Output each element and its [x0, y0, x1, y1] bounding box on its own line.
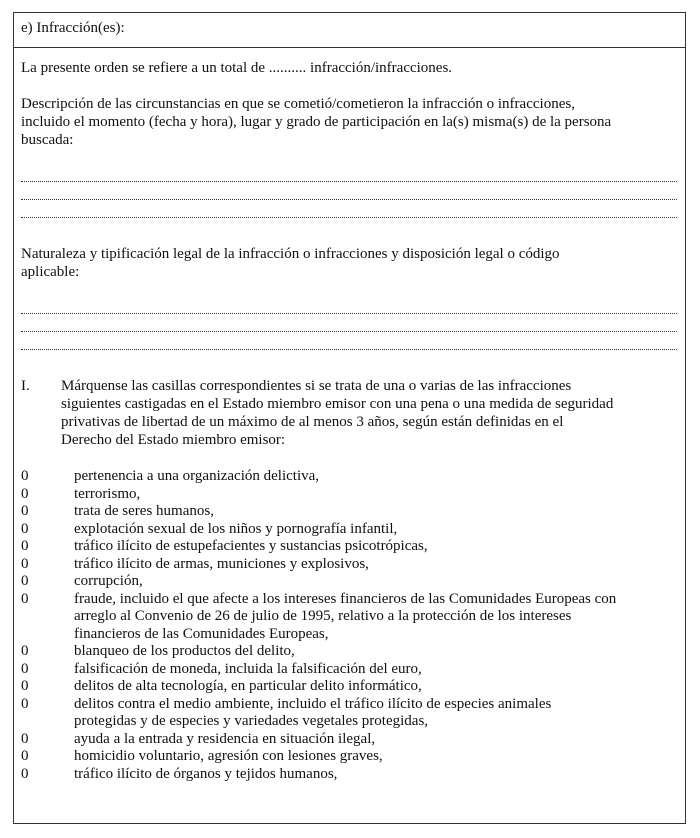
- offence-label: tráfico ilícito de armas, municiones y explosivos,: [74, 555, 369, 572]
- offence-label: fraude, incluido el que afecte a los intereses financieros de las Comunidades Europeas con: [74, 590, 617, 607]
- offence-item: [14, 643, 685, 661]
- description-fill-line[interactable]: [21, 199, 677, 200]
- offence-checkbox[interactable]: 0: [21, 765, 29, 782]
- offence-checkbox[interactable]: 0: [21, 485, 29, 502]
- offence-label: terrorismo,: [74, 485, 141, 502]
- offence-checkbox[interactable]: 0: [21, 503, 29, 519]
- point-number: I.: [21, 378, 30, 394]
- point-text-line-3: privativas de libertad de un máximo de al menos 3 años, según están definidas en el: [61, 414, 564, 430]
- offence-checkbox[interactable]: 0: [21, 678, 29, 694]
- offence-label: homicidio voluntario, agresión con lesiones graves,: [74, 748, 383, 764]
- offence-checkbox[interactable]: 0: [21, 520, 29, 537]
- offence-label: tráfico ilícito de estupefacientes y sustancias psicotrópicas,: [74, 538, 428, 554]
- offence-label: corrupción,: [74, 573, 143, 589]
- nature-label-line-1: Naturaleza y tipificación legal de la infracción o infracciones y disposición legal o código: [21, 246, 560, 262]
- offence-label: financieros de las Comunidades Europeas,: [74, 625, 329, 642]
- point-text-line-4: Derecho del Estado miembro emisor:: [61, 432, 286, 448]
- offence-item: [14, 486, 685, 504]
- offence-label: blanqueo de los productos del delito,: [74, 643, 295, 659]
- description-fill-line[interactable]: [21, 181, 677, 182]
- nature-fill-line[interactable]: [21, 349, 677, 350]
- offence-item: [14, 661, 685, 679]
- offence-checkbox[interactable]: 0: [21, 590, 29, 607]
- offence-checkbox[interactable]: 0: [21, 555, 29, 572]
- offence-item: [14, 521, 685, 539]
- offence-item: [14, 696, 685, 731]
- offence-checkbox[interactable]: 0: [21, 748, 29, 764]
- offence-label: protegidas y de especies y variedades vegetales protegidas,: [74, 713, 429, 729]
- offence-item: [14, 678, 685, 696]
- offence-item: [14, 538, 685, 556]
- offence-item: [14, 468, 685, 486]
- offence-item: [14, 573, 685, 591]
- offence-label: tráfico ilícito de órganos y tejidos humanos,: [74, 765, 338, 782]
- offence-checkbox[interactable]: 0: [21, 573, 29, 589]
- offence-checkbox[interactable]: 0: [21, 695, 29, 712]
- total-offences-line: La presente orden se refiere a un total de .......... infracción/infracciones.: [21, 60, 453, 76]
- offence-label: delitos contra el medio ambiente, incluido el tráfico ilícito de especies animales: [74, 695, 552, 712]
- section-heading: e) Infracción(es):: [21, 20, 125, 36]
- offence-checkbox[interactable]: 0: [21, 538, 29, 554]
- description-fill-line[interactable]: [21, 217, 677, 218]
- description-label-line-2: incluido el momento (fecha y hora), lugar y grado de participación en la(s) misma(s) de la persona: [21, 114, 612, 130]
- nature-label-line-2: aplicable:: [21, 264, 80, 280]
- offence-item: [14, 556, 685, 574]
- offence-label: ayuda a la entrada y residencia en situación ilegal,: [74, 730, 376, 747]
- offence-label: explotación sexual de los niños y pornografía infantil,: [74, 520, 398, 537]
- offence-checkbox[interactable]: 0: [21, 468, 29, 484]
- offence-label: trata de seres humanos,: [74, 503, 214, 519]
- section-header: [14, 13, 685, 48]
- offence-label: pertenencia a una organización delictiva,: [74, 468, 320, 484]
- offence-checkbox[interactable]: 0: [21, 730, 29, 747]
- offence-item: [14, 591, 685, 644]
- offence-checkbox[interactable]: 0: [21, 660, 29, 677]
- form-section-e: [13, 12, 686, 824]
- offence-label: falsificación de moneda, incluida la falsificación del euro,: [74, 660, 422, 677]
- offence-label: arreglo al Convenio de 26 de julio de 1995, relativo a la protección de los intereses: [74, 608, 572, 624]
- offence-item: [14, 766, 685, 784]
- offence-label: delitos de alta tecnología, en particular delito informático,: [74, 678, 422, 694]
- offence-item: [14, 748, 685, 766]
- nature-fill-line[interactable]: [21, 331, 677, 332]
- offence-item: [14, 503, 685, 521]
- description-label-line-1: Descripción de las circunstancias en que se cometió/cometieron la infracción o infracciones,: [21, 96, 575, 112]
- point-text-line-1: Márquense las casillas correspondientes si se trata de una o varias de las infracciones: [61, 378, 572, 394]
- description-label-line-3: buscada:: [21, 132, 74, 148]
- offence-item: [14, 731, 685, 749]
- point-text-line-2: siguientes castigadas en el Estado miembro emisor con una pena o una medida de seguridad: [61, 396, 614, 412]
- nature-fill-line[interactable]: [21, 313, 677, 314]
- offence-checkbox[interactable]: 0: [21, 643, 29, 659]
